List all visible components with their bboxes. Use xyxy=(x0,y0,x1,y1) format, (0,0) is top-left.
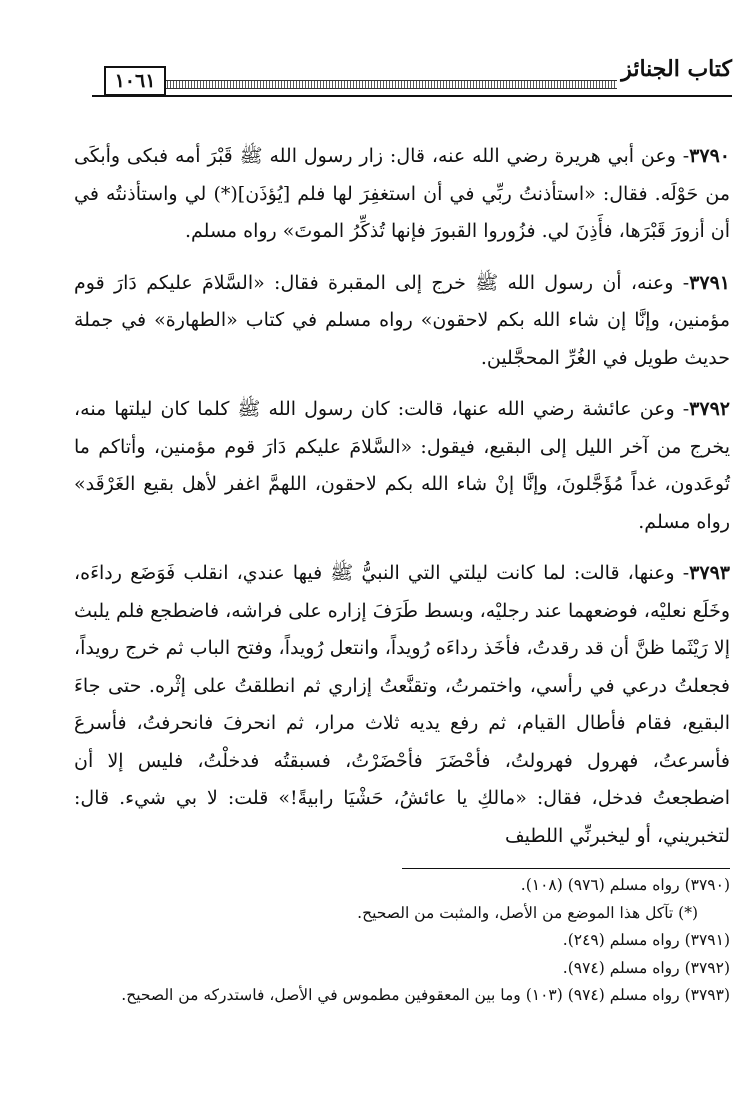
hadith-text: - وعن عائشة رضي الله عنها، قالت: كان رسول الله ﷺ كلما كان ليلتها منه، يخرج من آخر الليل إلى البقيع، فيقول: «السَّلامَ عليكم دَارَ قوم مؤمنين، وأتاكم ما تُوعَدون، غداً مُؤَجَّلونَ، وإنَّا إنْ شاء الله بكم لاحقون، اللهمَّ اغفر لأهل بقيع الغَرْقَد» رواه مسلم. xyxy=(74,398,730,533)
footnote: (٣٧٩٣) رواه مسلم (٩٧٤) (١٠٣) وما بين المعقوفين مطموس في الأصل، فاستدركه من الصحيح. xyxy=(121,986,730,1004)
footnote: (٣٧٩١) رواه مسلم (٢٤٩). xyxy=(562,931,730,949)
hadith-paragraph xyxy=(74,391,730,541)
header-divider xyxy=(92,95,732,97)
hadith-number: ٣٧٩١ xyxy=(689,271,730,294)
header-ornament-rule xyxy=(164,80,617,89)
main-text xyxy=(74,138,730,869)
footnote: (٣٧٩٢) رواه مسلم (٩٧٤). xyxy=(562,958,730,977)
footnote-separator xyxy=(402,868,730,869)
chapter-title: كتاب الجنائز xyxy=(621,56,732,82)
hadith-number: ٣٧٩٠ xyxy=(689,145,730,167)
hadith-text: - وعنها، قالت: لما كانت ليلتي التي النبيُّ ﷺ فيها عندي، انقلب فَوَضَع رداءَه، وخَلَع نعليْه، فوضعهما عند رجليْه، وبسط طَرَفَ إزاره على فراشه، فاضطجع فلم يلبث إلا رَيْثَما ظنَّ أن قد رقدتُ، فأخَذ رداءَه رُويداً، وانتعل رُويداً، وفتح الباب ثم خرج رويداً، فجعلتُ درعي في رأسي، واختمرتُ، وتقنَّعتُ إزاري ثم انطلقتُ على إثْره. حتى جاءَ البقيع، فقام فأطال القيام، ثم رفع يديه ثلاث مرار، ثم انحرفَ فانحرفتُ، فأسرعَ فأسرعتُ، فهرول فهرولتُ، فأحْضَرَ فأحْضَرْتُ، فسبقتُه فدخلْتُ، فليس إلا أن اضطجعتُ فدخل، فقال: «مالكِ يا عائشُ، حَشْيَا رابيةً!» قلت: لا بي شيء. قال: لتخبريني، أو ليخبرنِّي اللطيف xyxy=(74,562,730,847)
footnote: (٣٧٩٠) رواه مسلم (٩٧٦) (١٠٨). xyxy=(520,876,730,894)
hadith-paragraph xyxy=(74,138,730,251)
hadith-paragraph xyxy=(74,265,730,378)
hadith-number: ٣٧٩٢ xyxy=(689,398,730,420)
footnotes xyxy=(74,872,730,1010)
hadith-paragraph xyxy=(74,555,730,855)
hadith-text: - وعنه، أن رسول الله ﷺ خرج إلى المقبرة فقال: «السَّلامَ عليكم دَارَ قوم مؤمنين، وإنَّا إن شاء الله بكم لاحقون» رواه مسلم في كتاب «الطهارة» في جملة حديث طويل في الغُرِّ المحجَّلين. xyxy=(74,271,730,369)
hadith-number: ٣٧٩٣ xyxy=(689,562,730,584)
footnote: (*) تآكل هذا الموضع من الأصل، والمثبت من الصحيح. xyxy=(357,903,698,922)
page-number: ١٠٦١ xyxy=(104,66,166,96)
page-header xyxy=(92,52,732,100)
hadith-text: - وعن أبي هريرة رضي الله عنه، قال: زار رسول الله ﷺ قَبْرَ أمه فبكى وأبكَى من حَوْلَه. فقال: «استأذنتُ ربِّي في أن استغفِرَ لها فلم [يُؤذَن](*) لي واستأذنتُه في أن أزورَ قَبْرَها، فأَذِنَ لي. فزُوروا القبورَ فإنها تُذكِّرُ الموتَ» رواه مسلم. xyxy=(74,145,730,242)
